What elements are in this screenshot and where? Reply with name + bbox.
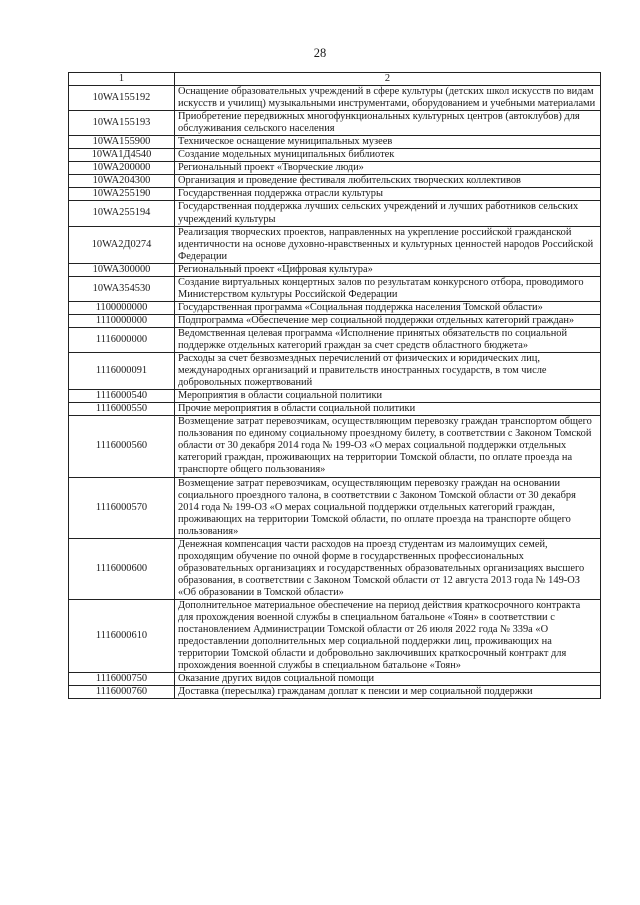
row-description: Ведомственная целевая программа «Исполнение принятых обязательств по социальной поддержке отдельных категорий граждан за счет средств областного бюджета»: [175, 327, 601, 352]
row-description: Техническое оснащение муниципальных музеев: [175, 136, 601, 149]
row-code: 1100000000: [69, 301, 175, 314]
row-code: 10WA255194: [69, 201, 175, 226]
table-row: [69, 314, 601, 327]
row-description: Оснащение образовательных учреждений в сфере культуры (детских школ искусств по видам искусств и училищ) музыкальными инструментами, оборудованием и учебными материалами: [175, 86, 601, 111]
row-code: 10WA155193: [69, 111, 175, 136]
row-description: Создание виртуальных концертных залов по результатам конкурсного отбора, проводимого Министерством культуры Российской Федерации: [175, 276, 601, 301]
row-description: Создание модельных муниципальных библиотек: [175, 149, 601, 162]
row-description: Приобретение передвижных многофункциональных культурных центров (автоклубов) для обслуживания сельского населения: [175, 111, 601, 136]
row-description: Возмещение затрат перевозчикам, осуществляющим перевозку граждан на основании социального проездного талона, в соответствии с Законом Томской области от 30 декабря 2014 года № 199-ОЗ «О мерах социальной поддержки отдельных категорий граждан, проживающих на территории Томской области, по оплате проезда на транспорте общего пользования»: [175, 477, 601, 538]
row-code: 1116000570: [69, 477, 175, 538]
row-description: Государственная поддержка лучших сельских учреждений и лучших работников сельских учреждений культуры: [175, 201, 601, 226]
table-row: [69, 86, 601, 111]
row-description: Оказание других видов социальной помощи: [175, 673, 601, 686]
row-code: 1110000000: [69, 314, 175, 327]
header-col-description: 2: [175, 73, 601, 86]
row-code: 10WA1Д4540: [69, 149, 175, 162]
row-description: Региональный проект «Творческие люди»: [175, 162, 601, 175]
table-row: [69, 111, 601, 136]
table-row: [69, 226, 601, 263]
row-code: 10WA155192: [69, 86, 175, 111]
table-row: [69, 403, 601, 416]
row-code: 1116000550: [69, 403, 175, 416]
table-header-row: [69, 73, 601, 86]
table-row: [69, 162, 601, 175]
row-code: 1116000610: [69, 599, 175, 672]
row-description: Прочие мероприятия в области социальной политики: [175, 403, 601, 416]
table-row: [69, 353, 601, 390]
row-code: 1116000091: [69, 353, 175, 390]
row-code: 10WA354530: [69, 276, 175, 301]
row-code: 1116000600: [69, 538, 175, 599]
row-code: 1116000000: [69, 327, 175, 352]
row-description: Мероприятия в области социальной политики: [175, 390, 601, 403]
row-description: Возмещение затрат перевозчикам, осуществляющим перевозку граждан транспортом общего пользования по единому социальному проездному билету, в соответствии с Законом Томской области от 30 декабря 2014 года № 199-ОЗ «О мерах социальной поддержки отдельных категорий граждан, проживающих на территории Томской области, по оплате проезда на транспорте общего пользования»: [175, 416, 601, 477]
row-description: Реализация творческих проектов, направленных на укрепление российской гражданской идентичности на основе духовно-нравственных и культурных ценностей народов Российской Федерации: [175, 226, 601, 263]
table-row: [69, 149, 601, 162]
table-row: [69, 477, 601, 538]
page-number: 28: [313, 46, 327, 60]
table-row: [69, 599, 601, 672]
table-row: [69, 188, 601, 201]
table-row: [69, 686, 601, 699]
row-description: Государственная поддержка отрасли культуры: [175, 188, 601, 201]
row-code: 10WA155900: [69, 136, 175, 149]
row-code: 10WA200000: [69, 162, 175, 175]
row-description: Денежная компенсация части расходов на проезд студентам из малоимущих семей, проходящим обучение по очной форме в государственных профессиональных образовательных организациях и государственных образовательных организациях высшего образования, в соответствии с Законом Томской области от 12 августа 2013 года № 149-ОЗ «Об образовании в Томской области»: [175, 538, 601, 599]
row-description: Расходы за счет безвозмездных перечислений от физических и юридических лиц, международных организаций и правительств иностранных государств, в том числе добровольных пожертвований: [175, 353, 601, 390]
table-row: [69, 201, 601, 226]
row-code: 1116000560: [69, 416, 175, 477]
table-row: [69, 416, 601, 477]
table-row: [69, 175, 601, 188]
row-code: 10WA204300: [69, 175, 175, 188]
table-row: [69, 301, 601, 314]
row-description: Дополнительное материальное обеспечение на период действия краткосрочного контракта для прохождения военной службы в специальном батальоне «Тоян» в соответствии с постановлением Администрации Томской области от 26 июля 2022 года № 339а «О предоставлении дополнительных мер социальной поддержки лиц, проживающих на территории Томской области и добровольно заключивших краткосрочный контракт для прохождения военной службы в специальном батальоне «Тоян»: [175, 599, 601, 672]
row-code: 10WA2Д0274: [69, 226, 175, 263]
row-description: Государственная программа «Социальная поддержка населения Томской области»: [175, 301, 601, 314]
row-description: Региональный проект «Цифровая культура»: [175, 263, 601, 276]
budget-classification-table: [68, 72, 601, 699]
row-code: 1116000750: [69, 673, 175, 686]
header-col-code: 1: [69, 73, 175, 86]
row-code: 10WA255190: [69, 188, 175, 201]
row-description: Доставка (пересылка) гражданам доплат к пенсии и мер социальной поддержки: [175, 686, 601, 699]
table-row: [69, 390, 601, 403]
table-row: [69, 263, 601, 276]
table-row: [69, 538, 601, 599]
table-row: [69, 673, 601, 686]
row-code: 10WA300000: [69, 263, 175, 276]
table-row: [69, 276, 601, 301]
row-code: 1116000760: [69, 686, 175, 699]
row-code: 1116000540: [69, 390, 175, 403]
table-row: [69, 327, 601, 352]
table-row: [69, 136, 601, 149]
row-description: Организация и проведение фестиваля любительских творческих коллективов: [175, 175, 601, 188]
row-description: Подпрограмма «Обеспечение мер социальной поддержки отдельных категорий граждан»: [175, 314, 601, 327]
